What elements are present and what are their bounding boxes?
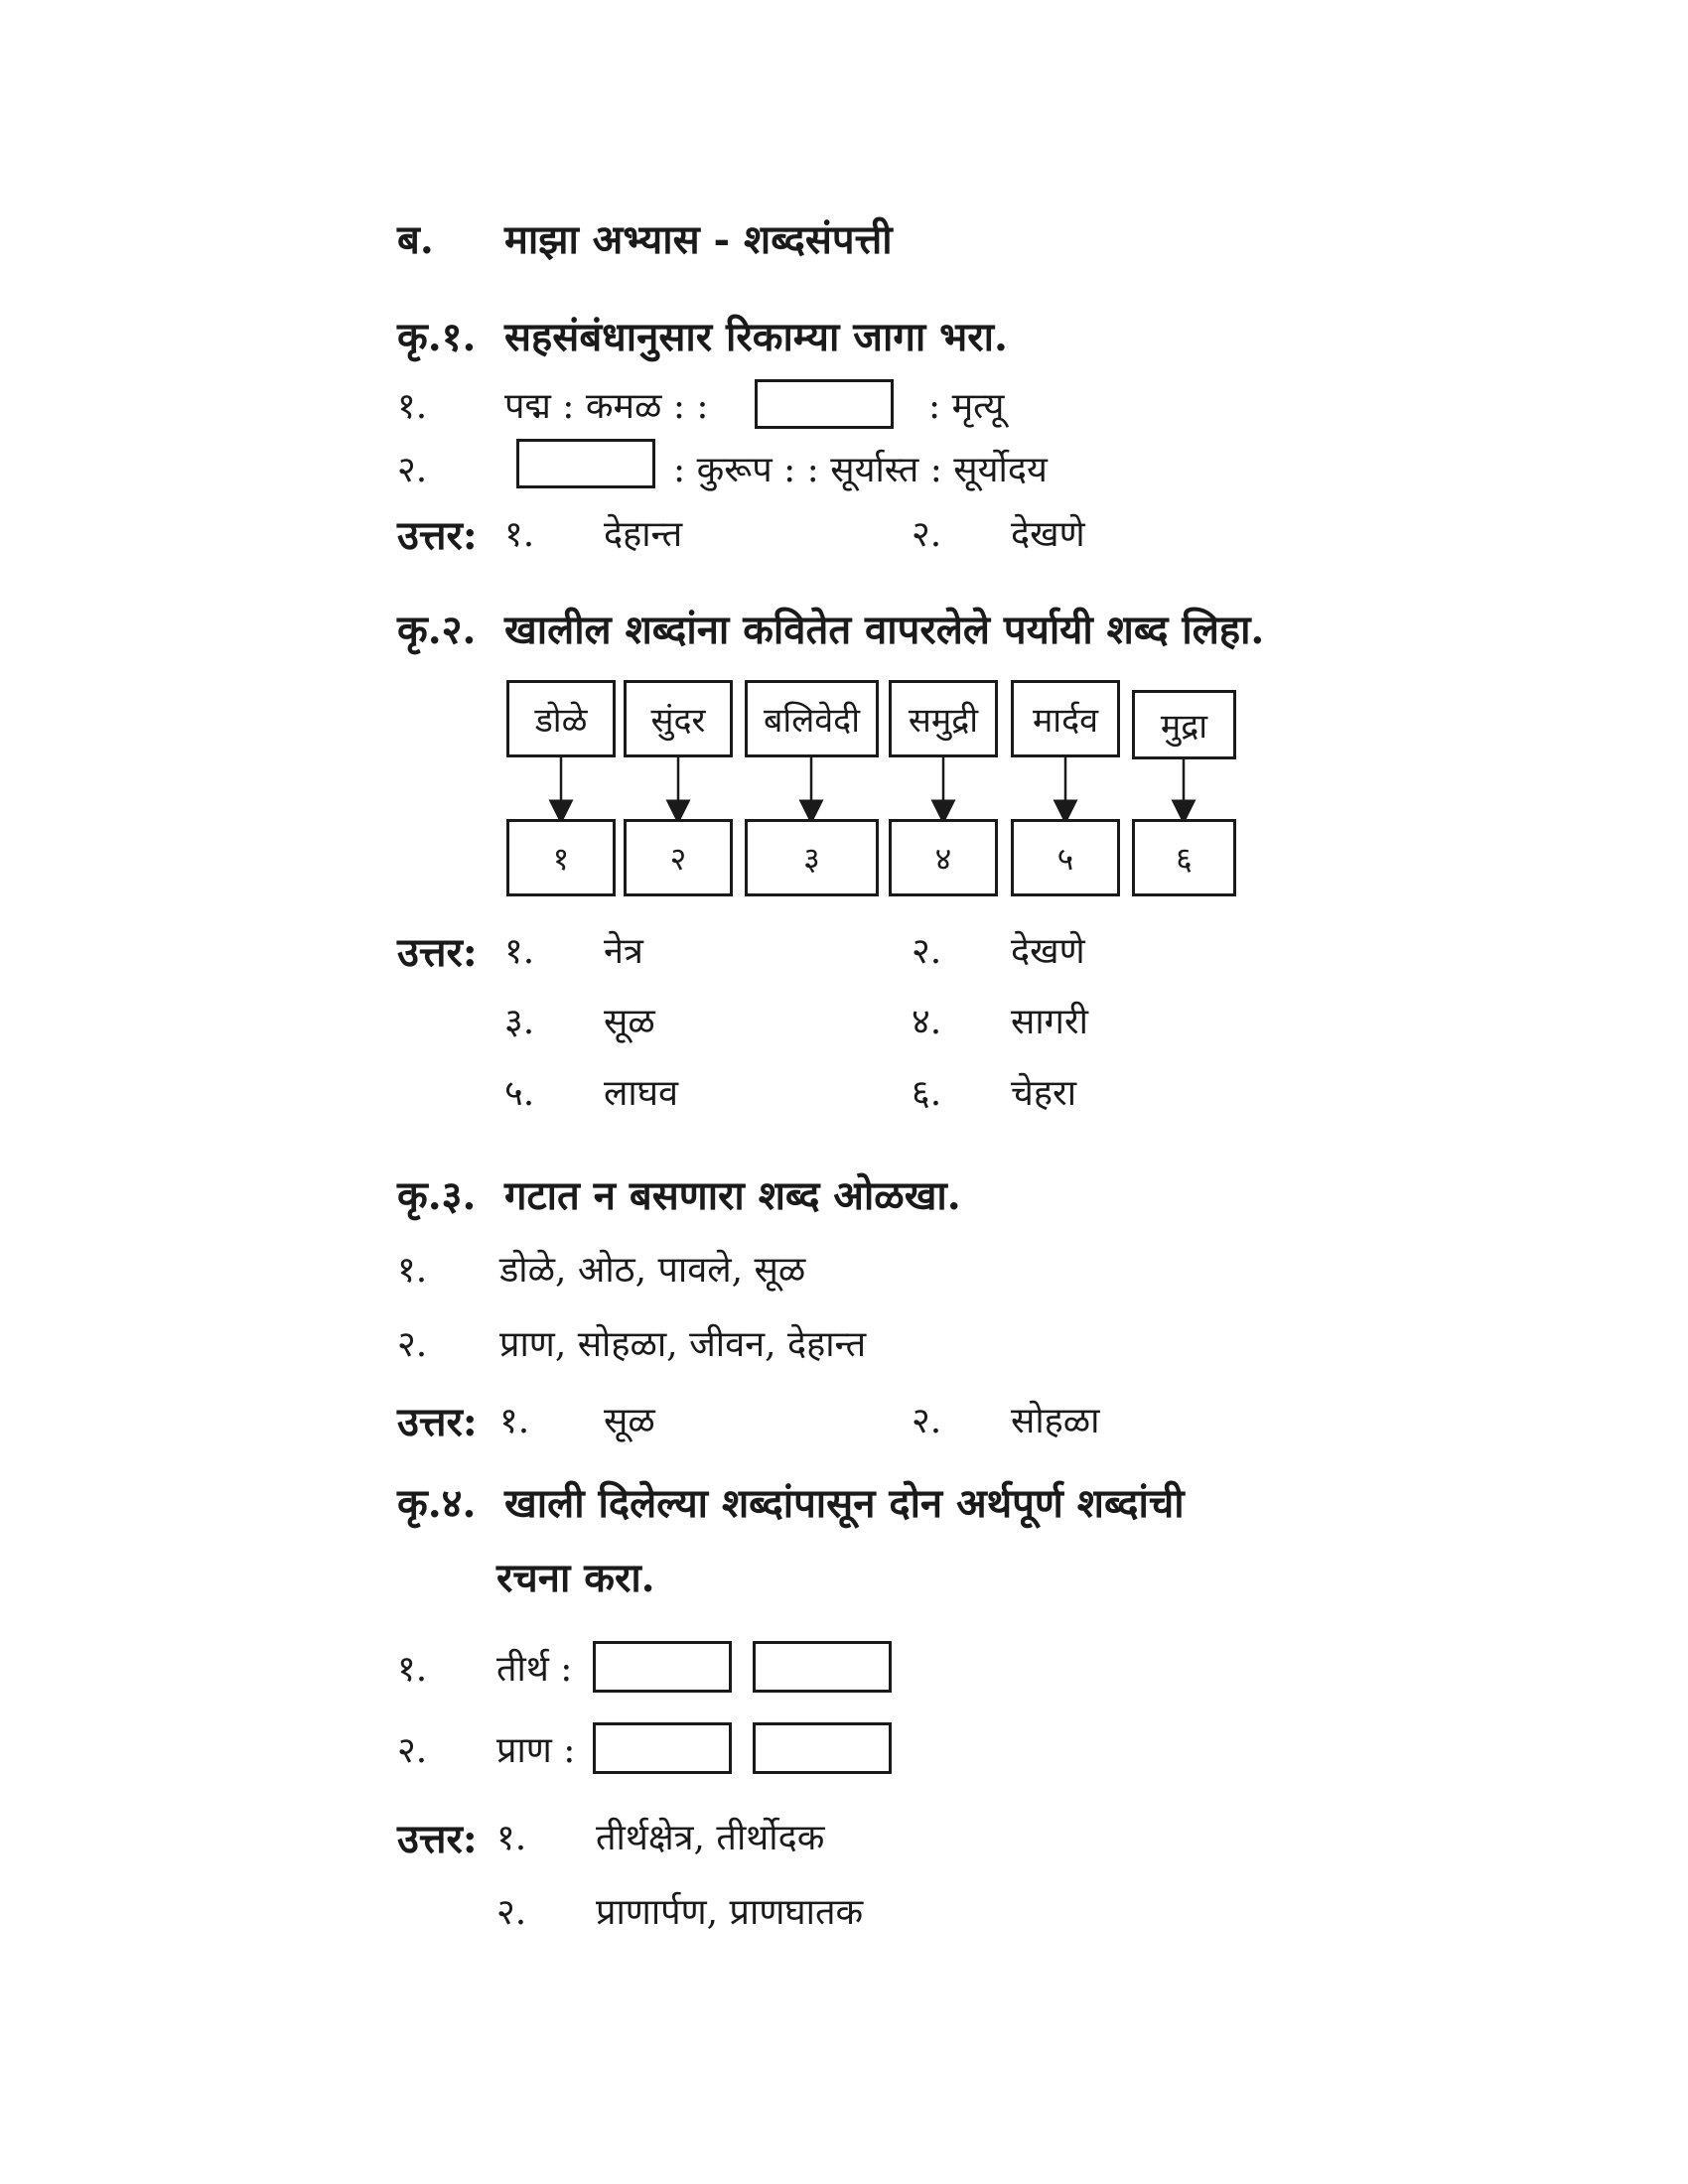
q2-answer-3-number: ३. — [504, 1002, 535, 1042]
q4-answer-2-number: २. — [496, 1892, 527, 1933]
section-marker: ब. — [397, 216, 434, 263]
q2-answer-6-number: ६. — [912, 1073, 942, 1114]
q2-answer-4: सागरी — [1011, 1002, 1088, 1042]
q2-instruction: खालील शब्दांना कवितेत वापरलेले पर्यायी शब्द लिहा. — [504, 607, 1265, 653]
q2-word-box-4: समुद्री — [889, 680, 998, 757]
q1-answer-label: उत्तर: — [397, 512, 478, 559]
q4-item-2-number: २. — [397, 1730, 428, 1771]
q4-instruction-line1: खाली दिलेल्या शब्दांपासून दोन अर्थपूर्ण शब्दांची — [504, 1480, 1185, 1527]
q4-instruction-line2: रचना करा. — [496, 1555, 655, 1601]
q3-answer-1: सूळ — [604, 1401, 655, 1441]
q3-label: कृ.३. — [397, 1172, 477, 1219]
q3-answer-2: सोहळा — [1011, 1401, 1100, 1441]
q2-number-box-3: ३ — [745, 819, 879, 896]
q3-answer-2-number: २. — [912, 1401, 942, 1441]
q3-item-1-number: १. — [397, 1250, 428, 1291]
q2-answer-6: चेहरा — [1011, 1073, 1077, 1114]
q1-answer-2: देखणे — [1011, 514, 1085, 555]
q1-label: कृ.१. — [397, 314, 477, 360]
q2-answer-5: लाघव — [604, 1073, 679, 1114]
q3-item-1: डोळे, ओठ, पावले, सूळ — [499, 1250, 806, 1291]
q4-item-1: तीर्थ : — [496, 1649, 573, 1690]
q2-answer-1: नेत्र — [604, 931, 643, 972]
q2-word-box-5: मार्दव — [1011, 680, 1120, 757]
q1-item-2-suffix: : कुरूप : : सूर्यास्त : सूर्योदय — [673, 450, 1048, 490]
q2-answer-4-number: ४. — [912, 1002, 942, 1042]
q2-answer-label: उत्तर: — [397, 929, 478, 976]
q4-item-2-blank-box-1[interactable] — [593, 1722, 732, 1774]
q1-item-2-number: २. — [397, 450, 428, 490]
q2-answer-3: सूळ — [604, 1002, 655, 1042]
q3-answer-label: उत्तर: — [397, 1399, 478, 1445]
q4-answer-2: प्राणार्पण, प्राणघातक — [596, 1892, 864, 1933]
q4-answer-1: तीर्थक्षेत्र, तीर्थोदक — [596, 1818, 825, 1858]
q2-answer-5-number: ५. — [504, 1073, 535, 1114]
q3-instruction: गटात न बसणारा शब्द ओळखा. — [504, 1172, 961, 1219]
q3-item-2-number: २. — [397, 1324, 428, 1365]
q1-item-1-suffix: : मृत्यू — [928, 386, 1005, 427]
q1-item-1-number: १. — [397, 386, 428, 427]
q2-word-box-3: बलिवेदी — [745, 680, 879, 757]
q2-answer-1-number: १. — [504, 931, 535, 972]
q2-number-box-5: ५ — [1011, 819, 1120, 896]
q2-number-box-1: १ — [506, 819, 616, 896]
q4-item-2-blank-box-2[interactable] — [753, 1722, 892, 1774]
q2-answer-2-number: २. — [912, 931, 942, 972]
q4-label: कृ.४. — [397, 1480, 477, 1527]
section-title: माझा अभ्यास - शब्दसंपत्ती — [504, 216, 893, 263]
q1-answer-1-number: १. — [504, 514, 535, 555]
q2-label: कृ.२. — [397, 607, 477, 653]
q1-item-1-prefix: पद्म : कमळ : : — [504, 386, 709, 427]
q4-answer-1-number: १. — [496, 1818, 527, 1858]
q2-word-box-2: सुंदर — [624, 680, 733, 757]
q2-number-box-6: ६ — [1132, 819, 1236, 896]
q4-item-1-blank-box-2[interactable] — [753, 1641, 892, 1693]
q2-word-box-6: मुद्रा — [1132, 690, 1236, 759]
q2-answer-2: देखणे — [1011, 931, 1085, 972]
q4-answer-label: उत्तर: — [397, 1816, 478, 1862]
q2-number-box-4: ४ — [889, 819, 998, 896]
q2-number-box-2: २ — [624, 819, 733, 896]
q1-instruction: सहसंबंधानुसार रिकाम्या जागा भरा. — [504, 314, 1008, 360]
q3-item-2: प्राण, सोहळा, जीवन, देहान्त — [499, 1324, 867, 1365]
q2-word-box-1: डोळे — [506, 680, 616, 757]
q1-answer-1: देहान्त — [604, 514, 683, 555]
q1-answer-2-number: २. — [912, 514, 942, 555]
q4-item-1-number: १. — [397, 1649, 428, 1690]
q4-item-1-blank-box-1[interactable] — [593, 1641, 732, 1693]
q4-item-2: प्राण : — [496, 1730, 576, 1771]
q3-answer-1-number: १. — [499, 1401, 530, 1441]
